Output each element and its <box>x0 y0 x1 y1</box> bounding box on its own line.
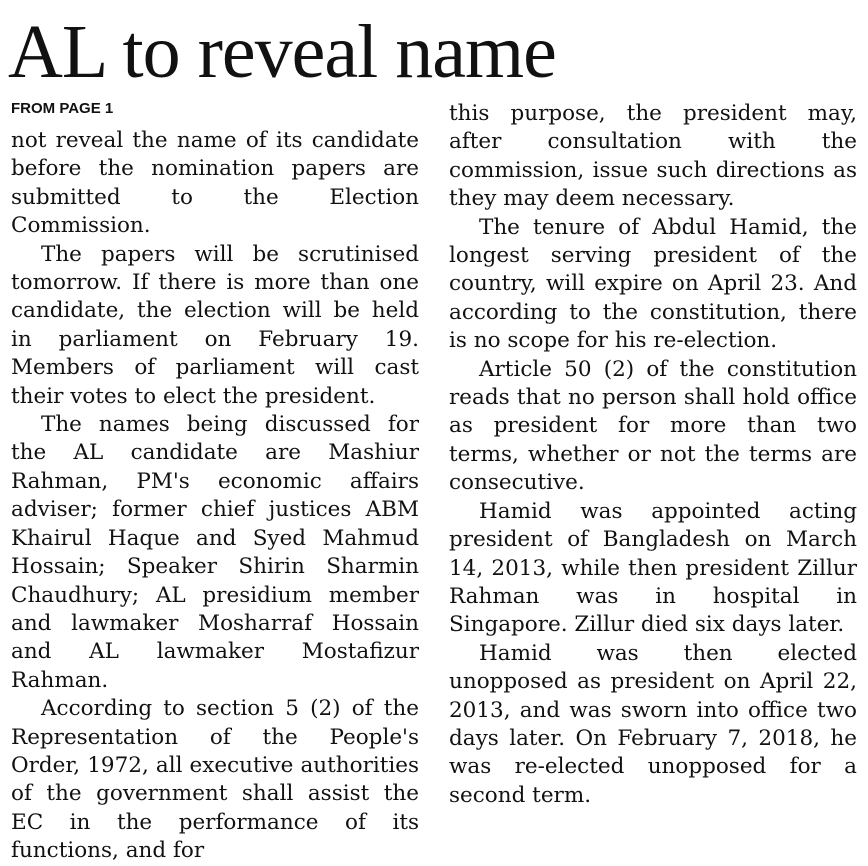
article-column-left <box>11 127 419 866</box>
paragraph: The names being discussed for the AL candidate are Mashiur Rahman, PM's economic affairs adviser; former chief justices ABM Khairul Haque and Syed Mahmud Hossain; Speaker Shirin Sharmin Chaudhury; AL presidium member and lawmaker Mosharraf Hossain and AL lawmaker Mostafizur Rahman. <box>11 412 419 693</box>
paragraph: The tenure of Abdul Hamid, the longest serving president of the country, will expire on April 23. And according to the constitution, there is no scope for his re-election. <box>449 214 857 354</box>
paragraph: this purpose, the president may, after consultation with the commission, issue such directions as they may deem necessary. <box>449 101 857 212</box>
paragraph: Article 50 (2) of the constitution reads that no person shall hold office as president for more than two terms, whether or not the terms are consecutive. <box>449 356 857 496</box>
paragraph: Hamid was then elected unopposed as president on April 22, 2013, and was sworn into office two days later. On February 7, 2018, he was re-elected unopposed for a second term. <box>449 640 857 808</box>
paragraph: The papers will be scrutinised tomorrow. If there is more than one candidate, the election will be held in parliament on February 19. Members of parliament will cast their votes to elect the president. <box>11 241 419 409</box>
paragraph: not reveal the name of its candidate before the nomination papers are submitted to the Election Commission. <box>11 128 419 239</box>
paragraph: According to section 5 (2) of the Representation of the People's Order, 1972, all executive authorities of the government shall assist the EC in the performance of its functions, and for <box>11 696 419 864</box>
article-column-right <box>449 100 857 810</box>
headline: AL to reveal name <box>8 10 556 94</box>
paragraph: Hamid was appointed acting president of Bangladesh on March 14, 2013, while then president Zillur Rahman was in hospital in Singapore. Zillur died six days later. <box>449 498 857 638</box>
continuation-kicker: FROM PAGE 1 <box>11 100 114 117</box>
